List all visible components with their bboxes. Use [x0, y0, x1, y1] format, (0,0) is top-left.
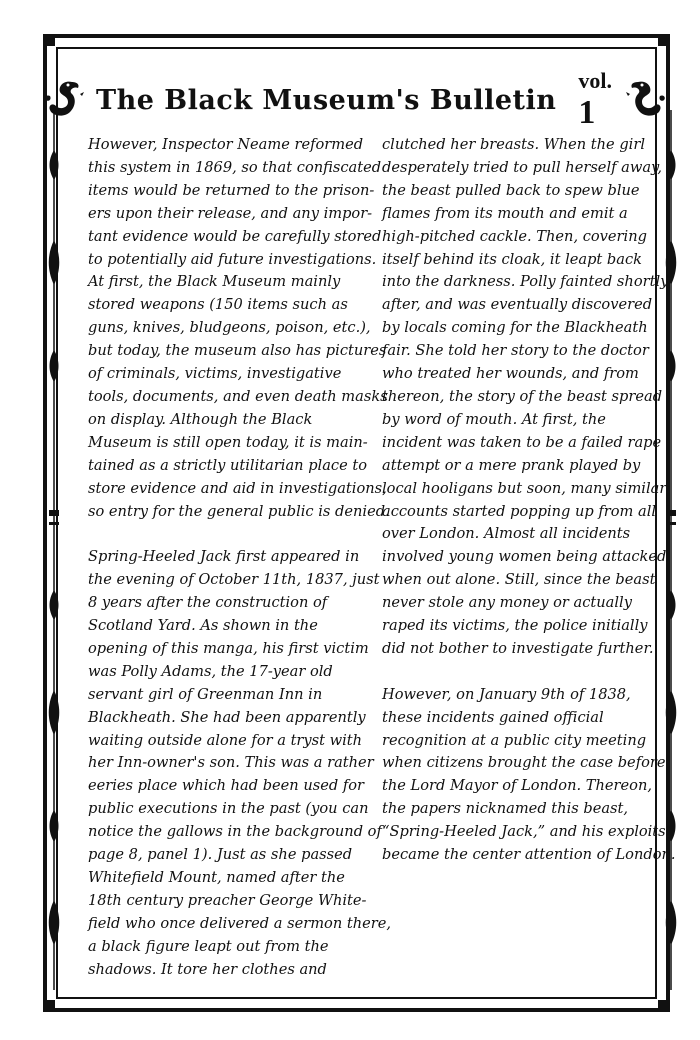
text-line: the papers nicknamed this beast,: [382, 800, 629, 818]
bulletin-header: [70, 70, 640, 130]
text-line: flames from its mouth and emit a: [382, 204, 628, 222]
text-line: At first, the Black Museum mainly: [88, 273, 341, 291]
text-line: after, and was eventually discovered: [382, 296, 653, 314]
text-line: store evidence and aid in investigations,: [88, 479, 387, 497]
corner-ornament: [658, 34, 670, 46]
left-vine-ornament-icon: [47, 110, 61, 990]
text-line: when out alone. Still, since the beast: [382, 571, 656, 589]
text-line: 18th century preacher George White-: [88, 891, 367, 909]
text-line: to potentially aid future investigations.: [88, 250, 377, 268]
text-line: involved young women being attacked: [382, 548, 667, 566]
paragraph: [382, 134, 669, 661]
text-line: “Spring-Heeled Jack,” and his exploits: [382, 823, 666, 841]
page-title: The Black Museum's Bulletin: [96, 84, 557, 116]
text-line: page 8, panel 1). Just as she passed: [88, 846, 353, 864]
text-line: items would be returned to the prison-: [88, 181, 375, 199]
volume-prefix: vol.: [578, 68, 613, 93]
text-line: ers upon their release, and any impor-: [88, 204, 373, 222]
corner-ornament: [43, 34, 55, 46]
text-line: fair. She told her story to the doctor: [382, 342, 649, 360]
text-line: into the darkness. Polly fainted shortly: [382, 273, 669, 291]
text-line: guns, knives, bludgeons, poison, etc.),: [88, 319, 371, 337]
paragraph: [88, 546, 392, 981]
text-line: who treated her wounds, and from: [382, 365, 639, 383]
text-line: raped its victims, the police initially: [382, 617, 648, 635]
volume-number: 1: [578, 94, 596, 131]
text-line: desperately tried to pull herself away,: [382, 158, 662, 176]
text-line: local hooligans but soon, many similar: [382, 479, 667, 497]
text-line: thereon, the story of the beast spread: [382, 387, 663, 405]
corner-ornament: [43, 1000, 55, 1012]
text-line: when citizens brought the case before: [382, 754, 666, 772]
text-line: but today, the museum also has pictures: [88, 342, 387, 360]
text-line: her Inn-owner's son. This was a rather: [88, 754, 374, 772]
text-line: so entry for the general public is denied.: [88, 502, 390, 520]
text-line: never stole any money or actually: [382, 594, 632, 612]
text-line: Whitefield Mount, named after the: [88, 868, 345, 886]
volume-label: [578, 68, 612, 132]
text-line: shadows. It tore her clothes and: [88, 960, 327, 978]
text-line: itself behind its cloak, it leapt back: [382, 250, 642, 268]
text-line: high-pitched cackle. Then, covering: [382, 227, 647, 245]
text-line: became the center attention of London.: [382, 846, 676, 864]
text-line: on display. Although the Black: [88, 410, 313, 428]
paragraph: [382, 684, 676, 867]
text-line: servant girl of Greenman Inn in: [88, 685, 323, 703]
text-line: field who once delivered a sermon there,: [88, 914, 392, 932]
text-line: by locals coming for the Blackheath: [382, 319, 648, 337]
text-line: over London. Almost all incidents: [382, 525, 631, 543]
text-line: tools, documents, and even death masks: [88, 387, 388, 405]
text-line: tained as a strictly utilitarian place to: [88, 456, 368, 474]
text-line: waiting outside alone for a tryst with: [88, 731, 363, 749]
text-line: Scotland Yard. As shown in the: [88, 617, 318, 635]
text-line: a black figure leapt out from the: [88, 937, 329, 955]
text-line: eeries place which had been used for: [88, 777, 365, 795]
seahorse-right-icon: [624, 76, 668, 124]
text-line: tant evidence would be carefully stored: [88, 227, 382, 245]
text-line: of criminals, victims, investigative: [88, 365, 342, 383]
text-line: However, on January 9th of 1838,: [382, 685, 631, 703]
text-line: the evening of October 11th, 1837, just: [88, 571, 380, 589]
left-column: [88, 134, 392, 982]
text-line: incident was taken to be a failed rape: [382, 433, 662, 451]
text-line: by word of mouth. At first, the: [382, 410, 606, 428]
text-line: 8 years after the construction of: [88, 594, 328, 612]
text-line: accounts started popping up from all: [382, 502, 657, 520]
paragraph: [88, 134, 390, 523]
text-line: recognition at a public city meeting: [382, 731, 647, 749]
text-line: notice the gallows in the background of: [88, 823, 382, 841]
text-line: the beast pulled back to spew blue: [382, 181, 640, 199]
text-line: clutched her breasts. When the girl: [382, 136, 645, 153]
right-column: [382, 134, 676, 867]
text-line: Blackheath. She had been apparently: [88, 708, 366, 726]
text-line: this system in 1869, so that confiscated: [88, 158, 382, 176]
text-line: was Polly Adams, the 17-year old: [88, 662, 333, 680]
text-line: Museum is still open today, it is main-: [88, 433, 368, 451]
corner-ornament: [658, 1000, 670, 1012]
text-line: these incidents gained official: [382, 708, 604, 726]
text-line: attempt or a mere prank played by: [382, 456, 641, 474]
seahorse-left-icon: [42, 76, 86, 124]
text-line: Spring-Heeled Jack first appeared in: [88, 548, 360, 566]
text-line: the Lord Mayor of London. Thereon,: [382, 777, 652, 795]
text-line: did not bother to investigate further.: [382, 639, 654, 657]
text-line: opening of this manga, his first victim: [88, 639, 369, 657]
text-line: public executions in the past (you can: [88, 800, 369, 818]
text-line: stored weapons (150 items such as: [88, 296, 348, 314]
text-line: However, Inspector Neame reformed: [88, 136, 364, 153]
